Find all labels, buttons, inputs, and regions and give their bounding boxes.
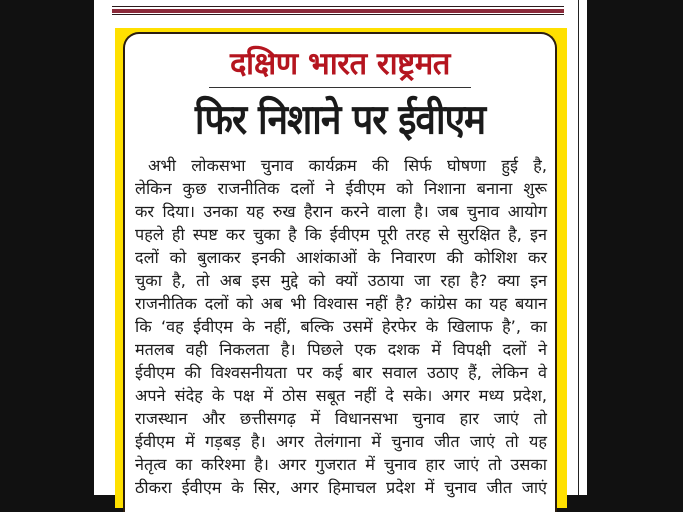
body-line: पहले ही स्पष्ट कर चुका है कि ईवीएम पूरी तरह से सुरक्षित है, इन — [135, 225, 547, 244]
body-line: राजस्थान और छत्तीसगढ़ में विधानसभा चुनाव हार जाएं तो — [135, 409, 547, 428]
rule-thin-line-top — [112, 6, 564, 7]
body-line: ईवीएम में गड़बड़ है। अगर तेलंगाना में चुनाव जीत जाएं तो यह — [135, 432, 547, 451]
rule-thick-band — [112, 9, 564, 13]
body-line: मतलब वही निकलता है। पिछले एक दशक में विपक्षी दलों ने — [135, 340, 547, 359]
body-line: अपने संदेह के पक्ष में ठोस सबूत नहीं दे सके। अगर मध्य प्रदेश, — [135, 386, 547, 405]
page-edge-line — [578, 0, 579, 495]
body-line: नेतृत्व का करिश्मा है। अगर गुजरात में चुनाव हार जाएं तो उसका — [135, 455, 547, 474]
masthead: दक्षिण भारत राष्ट्रमत — [230, 46, 450, 82]
body-line: ईवीएम की विश्वसनीयता पर कई बार सवाल उठाए हैं, लेकिन वे — [135, 363, 547, 382]
headline: फिर निशाने पर ईवीएम — [194, 95, 486, 144]
body-line: ठीकरा ईवीएम के सिर, अगर हिमाचल प्रदेश में चुनाव जीत जाएं — [135, 478, 547, 497]
body-line: कर दिया। उनका यह रुख हैरान करने वाला है। जब चुनाव आयोग — [135, 202, 547, 221]
body-line: राजनीतिक दलों को अब भी विश्वास नहीं है? कांग्रेस का यह बयान — [135, 294, 547, 313]
body-line: दलों को बुलाकर इनकी आशंकाओं के निवारण की कोशिश कर — [135, 248, 547, 267]
masthead-divider — [209, 87, 471, 88]
body-line: अभी लोकसभा चुनाव कार्यक्रम की सिर्फ घोषणा हुई है, — [148, 156, 547, 175]
body-line: कि ‘वह ईवीएम के नहीं, बल्कि उसमें हेरफेर के खिलाफ है’, का — [135, 317, 547, 336]
editorial-card — [123, 32, 557, 512]
top-decorative-rule — [112, 5, 564, 16]
article-body — [135, 154, 547, 499]
body-line: चुका है, तो अब इस मुद्दे को क्यों उठाया जा रहा है? क्या इन — [135, 271, 547, 290]
rule-thin-line-bottom — [112, 14, 564, 15]
body-line: लेकिन कुछ राजनीतिक दलों ने ईवीएम को निशाना बनाना शुरू — [135, 179, 547, 198]
